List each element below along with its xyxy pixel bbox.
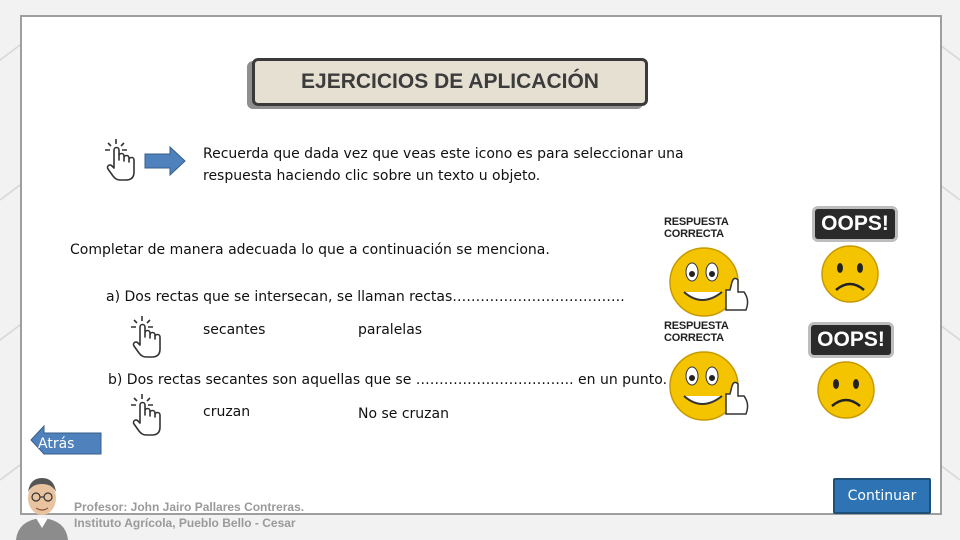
oops-label: OOPS! (808, 322, 894, 358)
wrong-feedback-badge (808, 322, 904, 424)
thumbs-up-smiley-icon (664, 240, 750, 320)
option-cruzan[interactable]: cruzan (203, 404, 251, 420)
sad-smiley-icon (812, 242, 888, 304)
oops-label: OOPS! (812, 206, 898, 242)
footer-credits (74, 499, 304, 531)
hand-pointer-icon (130, 315, 162, 359)
wrong-feedback-badge (812, 206, 908, 308)
right-arrow-icon (144, 146, 186, 176)
correct-feedback-badge (664, 216, 788, 324)
footer-teacher: Profesor: John Jairo Pallares Contreras. (74, 500, 305, 514)
option-secantes[interactable]: secantes (203, 322, 266, 338)
thumbs-up-smiley-icon (664, 344, 750, 424)
correct-label: RESPUESTA CORRECTA (664, 216, 729, 240)
option-paralelas[interactable]: paralelas (358, 322, 423, 338)
back-label: Atrás (38, 436, 75, 452)
page-title: EJERCICIOS DE APLICACIÓN (252, 58, 648, 106)
question-a: a) Dos rectas que se intersecan, se llaman rectas………………………………. (106, 289, 625, 305)
hand-pointer-icon (104, 138, 136, 182)
sad-smiley-icon (808, 358, 884, 420)
continue-button[interactable]: Continuar (833, 478, 931, 514)
correct-label: RESPUESTA CORRECTA (664, 320, 729, 344)
question-b: b) Dos rectas secantes son aquellas que se ……………..…………….. en un punto. (108, 372, 668, 388)
exercise-instruction: Completar de manera adecuada lo que a continuación se menciona. (70, 242, 550, 258)
option-no-se-cruzan[interactable]: No se cruzan (358, 406, 449, 422)
hand-pointer-icon (130, 393, 162, 437)
back-button[interactable] (30, 425, 102, 455)
footer-institution: Instituto Agrícola, Pueblo Bello - Cesar (74, 516, 296, 530)
teacher-avatar (12, 468, 72, 540)
correct-feedback-badge (664, 320, 788, 428)
instructions-note: Recuerda que dada vez que veas este icono es para seleccionar una respuesta haciendo clic sobre un texto u objeto. (203, 146, 684, 184)
